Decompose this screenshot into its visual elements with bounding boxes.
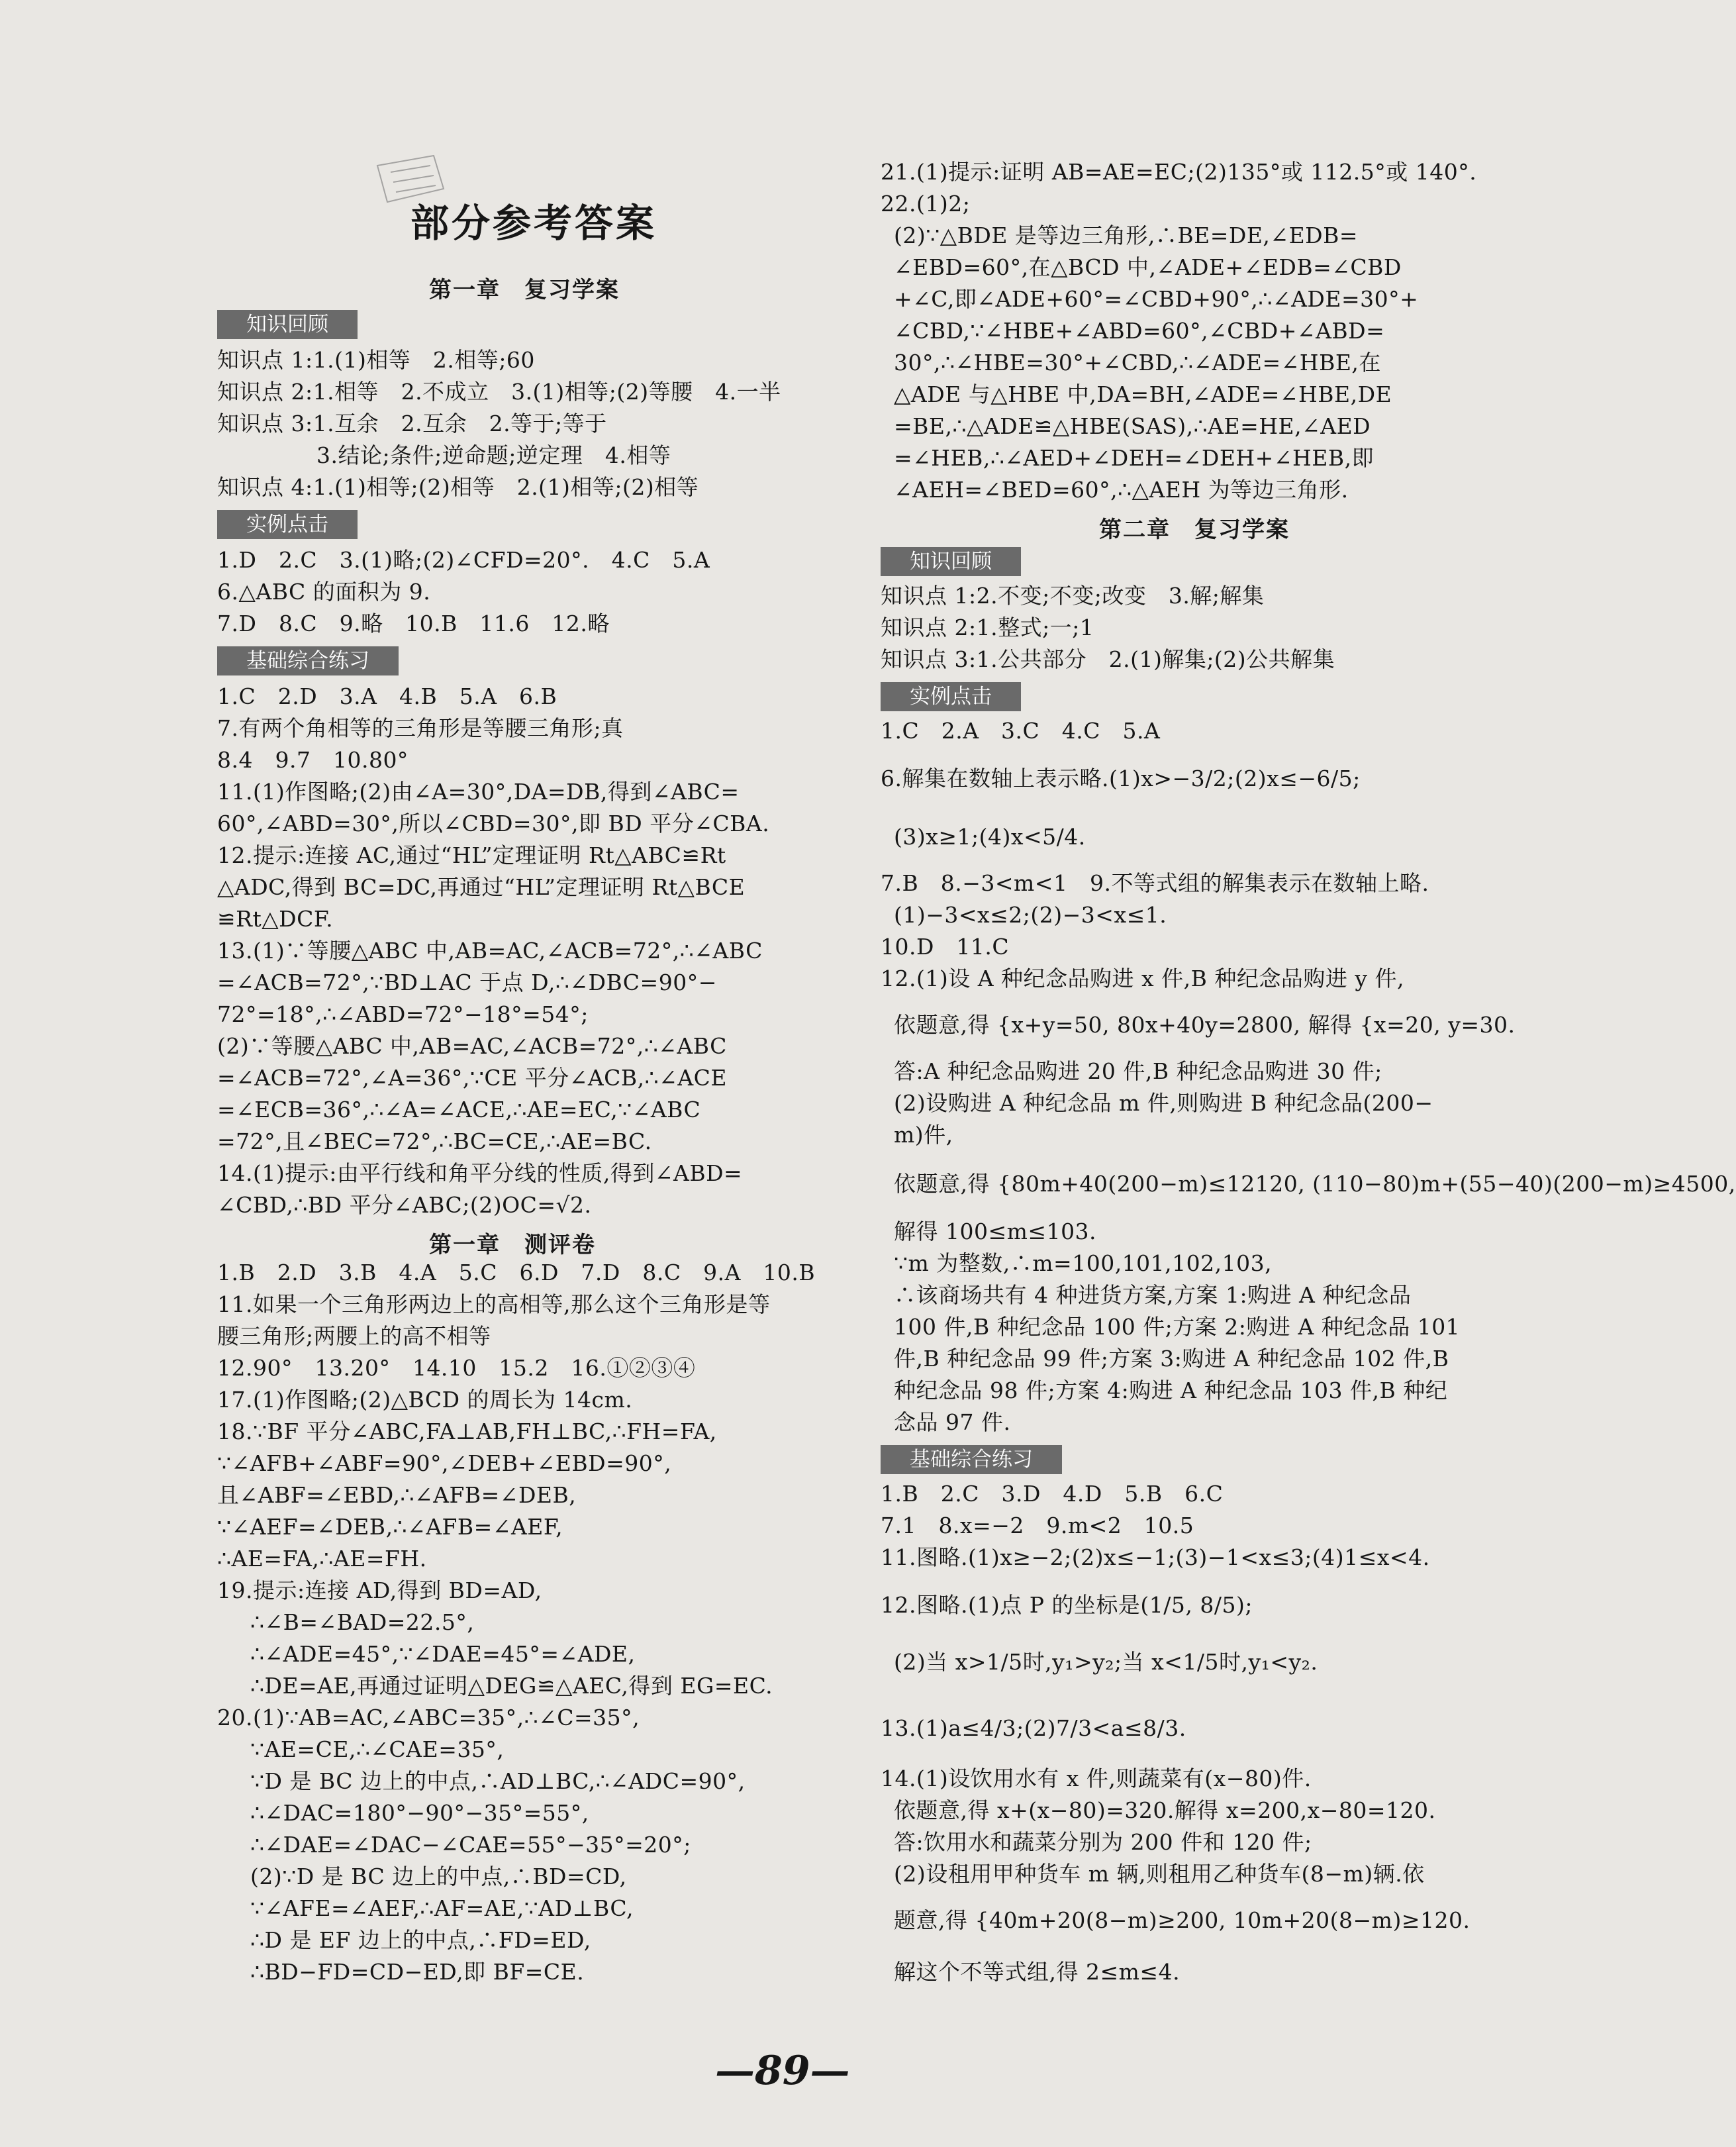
text-line: 答:A 种纪念品购进 20 件,B 种纪念品购进 30 件; bbox=[894, 1058, 1382, 1084]
text-line: ∴∠DAC=180°−90°−35°=55°, bbox=[250, 1800, 589, 1826]
text-line: ∴AE=FA,∴AE=FH. bbox=[217, 1546, 427, 1572]
text-line: 7.1 8.x=−2 9.m<2 10.5 bbox=[881, 1513, 1194, 1538]
text-line: (2)设购进 A 种纪念品 m 件,则购进 B 种纪念品(200− bbox=[894, 1090, 1433, 1116]
chapter2-study-heading: 第二章 复习学案 bbox=[1099, 517, 1290, 543]
text-line: 知识点 1:1.(1)相等 2.相等;60 bbox=[217, 347, 535, 373]
text-line: 7.有两个角相等的三角形是等腰三角形;真 bbox=[217, 715, 624, 741]
text-line: 12.(1)设 A 种纪念品购进 x 件,B 种纪念品购进 y 件, bbox=[881, 966, 1404, 991]
text-line: ∵AE=CE,∴∠CAE=35°, bbox=[250, 1736, 505, 1762]
text-line: 且∠ABF=∠EBD,∴∠AFB=∠DEB, bbox=[217, 1482, 577, 1508]
text-line: 知识点 3:1.公共部分 2.(1)解集;(2)公共解集 bbox=[881, 646, 1335, 672]
text-line: 8.4 9.7 10.80° bbox=[217, 747, 409, 773]
text-line: =∠HEB,∴∠AED+∠DEH=∠DEH+∠HEB,即 bbox=[894, 445, 1374, 471]
section-tag-review: 知识回顾 bbox=[217, 310, 358, 339]
text-line: 解得 100≤m≤103. bbox=[894, 1219, 1097, 1244]
text-line: 依题意,得 {80m+40(200−m)≤12120, (110−80)m+(55−40)(200−m)≥4500, bbox=[894, 1171, 1736, 1197]
text-line: 12.图略.(1)点 P 的坐标是(1/5, 8/5); bbox=[881, 1592, 1253, 1618]
chapter1-test-heading: 第一章 测评卷 bbox=[429, 1232, 596, 1258]
text-line: (3)x≥1;(4)x<5/4. bbox=[894, 824, 1086, 850]
text-line: =∠ACB=72°,∵BD⊥AC 于点 D,∴∠DBC=90°− bbox=[217, 970, 717, 995]
text-line: 11.(1)作图略;(2)由∠A=30°,DA=DB,得到∠ABC= bbox=[217, 779, 740, 805]
text-line: 1.B 2.D 3.B 4.A 5.C 6.D 7.D 8.C 9.A 10.B bbox=[217, 1260, 816, 1285]
text-line: ∠CBD,∴BD 平分∠ABC;(2)OC=√2. bbox=[217, 1192, 592, 1218]
text-line: ∠AEH=∠BED=60°,∴△AEH 为等边三角形. bbox=[894, 477, 1349, 503]
text-line: (2)当 x>1/5时,y₁>y₂;当 x<1/5时,y₁<y₂. bbox=[894, 1649, 1318, 1675]
text-line: 知识点 4:1.(1)相等;(2)相等 2.(1)相等;(2)相等 bbox=[217, 474, 699, 500]
text-line: =∠ACB=72°,∠A=36°,∵CE 平分∠ACB,∴∠ACE bbox=[217, 1065, 727, 1091]
page-title: 部分参考答案 bbox=[410, 201, 657, 246]
text-line: 1.C 2.D 3.A 4.B 5.A 6.B bbox=[217, 683, 557, 709]
text-line: (2)∵等腰△ABC 中,AB=AC,∠ACB=72°,∴∠ABC bbox=[217, 1033, 727, 1059]
text-line: (1)−3<x≤2;(2)−3<x≤1. bbox=[894, 902, 1167, 928]
text-line: (2)∵D 是 BC 边上的中点,∴BD=CD, bbox=[250, 1864, 627, 1889]
text-line: ∴BD−FD=CD−ED,即 BF=CE. bbox=[250, 1959, 585, 1985]
text-line: 7.B 8.−3<m<1 9.不等式组的解集表示在数轴上略. bbox=[881, 870, 1429, 896]
text-line: +∠C,即∠ADE+60°=∠CBD+90°,∴∠ADE=30°+ bbox=[894, 286, 1419, 312]
text-line: 14.(1)设饮用水有 x 件,则蔬菜有(x−80)件. bbox=[881, 1766, 1312, 1791]
text-line: 12.提示:连接 AC,通过“HL”定理证明 Rt△ABC≌Rt bbox=[217, 842, 726, 868]
text-line: 念品 97 件. bbox=[894, 1409, 1011, 1435]
text-line: 11.如果一个三角形两边上的高相等,那么这个三角形是等 bbox=[217, 1291, 771, 1317]
text-line: 答:饮用水和蔬菜分别为 200 件和 120 件; bbox=[894, 1829, 1312, 1855]
section-tag-examples: 实例点击 bbox=[881, 682, 1021, 711]
text-line: 21.(1)提示:证明 AB=AE=EC;(2)135°或 112.5°或 140°. bbox=[881, 159, 1477, 185]
text-line: ∴D 是 EF 边上的中点,∴FD=ED, bbox=[250, 1927, 591, 1953]
text-line: ∵∠AFB+∠ABF=90°,∠DEB+∠EBD=90°, bbox=[217, 1450, 672, 1476]
section-tag-examples: 实例点击 bbox=[217, 510, 358, 539]
text-line: =72°,且∠BEC=72°,∴BC=CE,∴AE=BC. bbox=[217, 1128, 652, 1154]
text-line: ∵∠AFE=∠AEF,∴AF=AE,∵AD⊥BC, bbox=[250, 1895, 634, 1921]
text-line: 22.(1)2; bbox=[881, 191, 971, 217]
text-line: ∠EBD=60°,在△BCD 中,∠ADE+∠EDB=∠CBD bbox=[894, 254, 1402, 280]
text-line: ∴∠DAE=∠DAC−∠CAE=55°−35°=20°; bbox=[250, 1832, 691, 1858]
text-line: ∴DE=AE,再通过证明△DEG≌△AEC,得到 EG=EC. bbox=[250, 1673, 773, 1699]
text-line: 件,B 种纪念品 99 件;方案 3:购进 A 种纪念品 102 件,B bbox=[894, 1346, 1449, 1372]
section-tag-review: 知识回顾 bbox=[881, 547, 1021, 576]
text-line: 12.90° 13.20° 14.10 15.2 16.①②③④ bbox=[217, 1355, 696, 1381]
text-line: 1.C 2.A 3.C 4.C 5.A bbox=[881, 718, 1161, 744]
text-line: 1.B 2.C 3.D 4.D 5.B 6.C bbox=[881, 1481, 1224, 1507]
text-line: 6.解集在数轴上表示略.(1)x>−3/2;(2)x≤−6/5; bbox=[881, 766, 1361, 791]
text-line: ∵D 是 BC 边上的中点,∴AD⊥BC,∴∠ADC=90°, bbox=[250, 1768, 746, 1794]
text-line: ∠CBD,∵∠HBE+∠ABD=60°,∠CBD+∠ABD= bbox=[894, 318, 1385, 344]
text-line: 72°=18°,∴∠ABD=72°−18°=54°; bbox=[217, 1001, 589, 1027]
text-line: 100 件,B 种纪念品 100 件;方案 2:购进 A 种纪念品 101 bbox=[894, 1314, 1461, 1340]
text-line: 11.图略.(1)x≥−2;(2)x≤−1;(3)−1<x≤3;(4)1≤x<4. bbox=[881, 1544, 1430, 1570]
text-line: 10.D 11.C bbox=[881, 934, 1010, 960]
text-line: 14.(1)提示:由平行线和角平分线的性质,得到∠ABD= bbox=[217, 1160, 743, 1186]
page-number: —89— bbox=[715, 2048, 850, 2094]
text-line: △ADC,得到 BC=DC,再通过“HL”定理证明 Rt△BCE bbox=[217, 874, 746, 900]
text-line: ∵∠AEF=∠DEB,∴∠AFB=∠AEF, bbox=[217, 1514, 563, 1540]
text-line: 17.(1)作图略;(2)△BCD 的周长为 14cm. bbox=[217, 1387, 633, 1413]
text-line: m)件, bbox=[894, 1122, 953, 1148]
text-line: (2)设租用甲种货车 m 辆,则租用乙种货车(8−m)辆.依 bbox=[894, 1861, 1425, 1887]
text-line: 7.D 8.C 9.略 10.B 11.6 12.略 bbox=[217, 611, 610, 636]
chapter1-study-heading: 第一章 复习学案 bbox=[429, 277, 620, 303]
text-line: 知识点 3:1.互余 2.互余 2.等于;等于 bbox=[217, 411, 607, 436]
section-tag-basic: 基础综合练习 bbox=[217, 646, 399, 675]
text-line: 60°,∠ABD=30°,所以∠CBD=30°,即 BD 平分∠CBA. bbox=[217, 811, 770, 836]
text-line: 20.(1)∵AB=AC,∠ABC=35°,∴∠C=35°, bbox=[217, 1705, 640, 1730]
text-line: 13.(1)a≤4/3;(2)7/3<a≤8/3. bbox=[881, 1715, 1186, 1741]
text-line: △ADE 与△HBE 中,DA=BH,∠ADE=∠HBE,DE bbox=[894, 381, 1392, 407]
text-line: =∠ECB=36°,∴∠A=∠ACE,∴AE=EC,∵∠ABC bbox=[217, 1097, 701, 1123]
text-line: 3.结论;条件;逆命题;逆定理 4.相等 bbox=[316, 442, 671, 468]
text-line: 30°,∴∠HBE=30°+∠CBD,∴∠ADE=∠HBE,在 bbox=[894, 350, 1381, 375]
text-line: 腰三角形;两腰上的高不相等 bbox=[217, 1323, 491, 1349]
text-line: 解这个不等式组,得 2≤m≤4. bbox=[894, 1959, 1181, 1985]
text-line: =BE,∴△ADE≌△HBE(SAS),∴AE=HE,∠AED bbox=[894, 413, 1371, 439]
section-tag-basic: 基础综合练习 bbox=[881, 1445, 1062, 1474]
text-line: 依题意,得 x+(x−80)=320.解得 x=200,x−80=120. bbox=[894, 1797, 1436, 1823]
text-line: 6.△ABC 的面积为 9. bbox=[217, 579, 431, 605]
text-line: 1.D 2.C 3.(1)略;(2)∠CFD=20°. 4.C 5.A bbox=[217, 547, 710, 573]
text-line: 题意,得 {40m+20(8−m)≥200, 10m+20(8−m)≥120. bbox=[894, 1907, 1471, 1933]
text-line: (2)∵△BDE 是等边三角形,∴BE=DE,∠EDB= bbox=[894, 223, 1359, 248]
text-line: 依题意,得 {x+y=50, 80x+40y=2800, 解得 {x=20, y=30. bbox=[894, 1012, 1516, 1038]
text-line: 知识点 2:1.整式;一;1 bbox=[881, 615, 1094, 640]
text-line: ∴∠ADE=45°,∵∠DAE=45°=∠ADE, bbox=[250, 1641, 636, 1667]
text-line: ∴∠B=∠BAD=22.5°, bbox=[250, 1609, 475, 1635]
text-line: ∴该商场共有 4 种进货方案,方案 1:购进 A 种纪念品 bbox=[894, 1282, 1412, 1308]
text-line: ≌Rt△DCF. bbox=[217, 906, 334, 932]
text-line: 13.(1)∵等腰△ABC 中,AB=AC,∠ACB=72°,∴∠ABC bbox=[217, 938, 763, 964]
text-line: ∵m 为整数,∴m=100,101,102,103, bbox=[894, 1250, 1273, 1276]
text-line: 18.∵BF 平分∠ABC,FA⊥AB,FH⊥BC,∴FH=FA, bbox=[217, 1419, 717, 1444]
text-line: 19.提示:连接 AD,得到 BD=AD, bbox=[217, 1577, 542, 1603]
text-line: 知识点 2:1.相等 2.不成立 3.(1)相等;(2)等腰 4.一半 bbox=[217, 379, 781, 405]
text-line: 种纪念品 98 件;方案 4:购进 A 种纪念品 103 件,B 种纪 bbox=[894, 1377, 1448, 1403]
text-line: 知识点 1:2.不变;不变;改变 3.解;解集 bbox=[881, 583, 1265, 609]
